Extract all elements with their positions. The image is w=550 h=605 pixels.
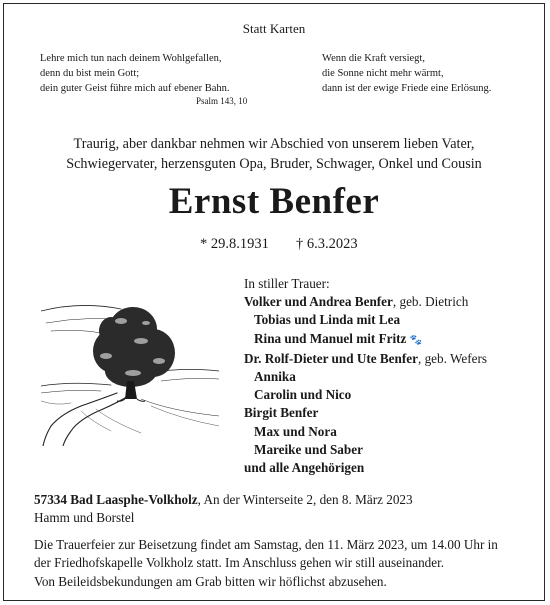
verse-reference: Psalm 143, 10 [196, 96, 248, 106]
paw-icon: 🐾 [409, 334, 423, 346]
intro-line: Schwiegervater, herzensguten Opa, Bruder, Schwager, Onkel und Cousin [66, 156, 482, 172]
verse-right-line: die Sonne nicht mehr wärmt, [322, 68, 444, 80]
mourner-family-names: Dr. Rolf-Dieter und Ute Benfer [244, 350, 418, 366]
verse-left-line: denn du bist mein Gott; [40, 68, 140, 80]
mourner-family [244, 350, 487, 368]
mourner-family-suffix: , geb. Dietrich [392, 294, 469, 310]
mourner-child: Tobias und Linda mit Lea [254, 312, 401, 328]
mourner-family [244, 293, 487, 311]
intro-line: Traurig, aber dankbar nehmen wir Abschied von unserem lieben Vater, [73, 136, 475, 152]
mourner-family-suffix: , geb. Wefers [417, 350, 487, 366]
header-statt-karten: Statt Karten [242, 21, 306, 36]
address-place: 57334 Bad Laasphe-Volkholz [34, 492, 198, 507]
intro-text [4, 134, 544, 174]
obituary-card [3, 3, 545, 601]
mourner-child [244, 330, 487, 350]
tree-landscape-sketch [41, 281, 219, 446]
mourner-child: Max und Nora [254, 423, 337, 439]
mourner-family-names: Birgit Benfer [244, 405, 319, 421]
verse-right-line: dann ist der ewige Friede eine Erlösung. [322, 83, 492, 95]
verse-left [40, 51, 230, 97]
address-rest: , An der Winterseite 2, den 8. März 2023 [197, 492, 413, 507]
address-line-2: Hamm und Borstel [34, 510, 135, 526]
verse-right [322, 51, 491, 97]
funeral-line: der Friedhofskapelle Volkholz statt. Im Anschluss gehen wir still auseinander. [34, 555, 445, 571]
mourner-family-names: Volker und Andrea Benfer [244, 294, 393, 310]
death-date: † 6.3.2023 [296, 236, 358, 252]
mourners-heading: In stiller Trauer: [244, 276, 330, 291]
birth-date: * 29.8.1931 [200, 236, 269, 252]
mourners-closing: und alle Angehörigen [244, 460, 365, 476]
verse-left-line: Lehre mich tun nach deinem Wohlgefallen, [40, 53, 222, 64]
funeral-line: Die Trauerfeier zur Beisetzung findet am Samstag, den 11. März 2023, um 14.00 Uhr in [34, 536, 498, 552]
funeral-line: Von Beileidsbekundungen am Grab bitten wir höflichst abzusehen. [34, 573, 387, 589]
mourner-child-name: Rina und Manuel mit Fritz [254, 330, 407, 346]
mourner-child: Carolin und Nico [254, 387, 352, 403]
verse-right-line: Wenn die Kraft versiegt, [322, 53, 425, 64]
mourners-list [244, 275, 487, 477]
mourner-child: Annika [254, 369, 296, 385]
address-line [34, 491, 498, 509]
mourner-child: Mareike und Saber [254, 441, 363, 457]
deceased-name: Ernst Benfer [168, 181, 380, 222]
verse-left-line: dein guter Geist führe mich auf ebener Bahn. [40, 83, 230, 95]
footer-text [34, 491, 498, 591]
